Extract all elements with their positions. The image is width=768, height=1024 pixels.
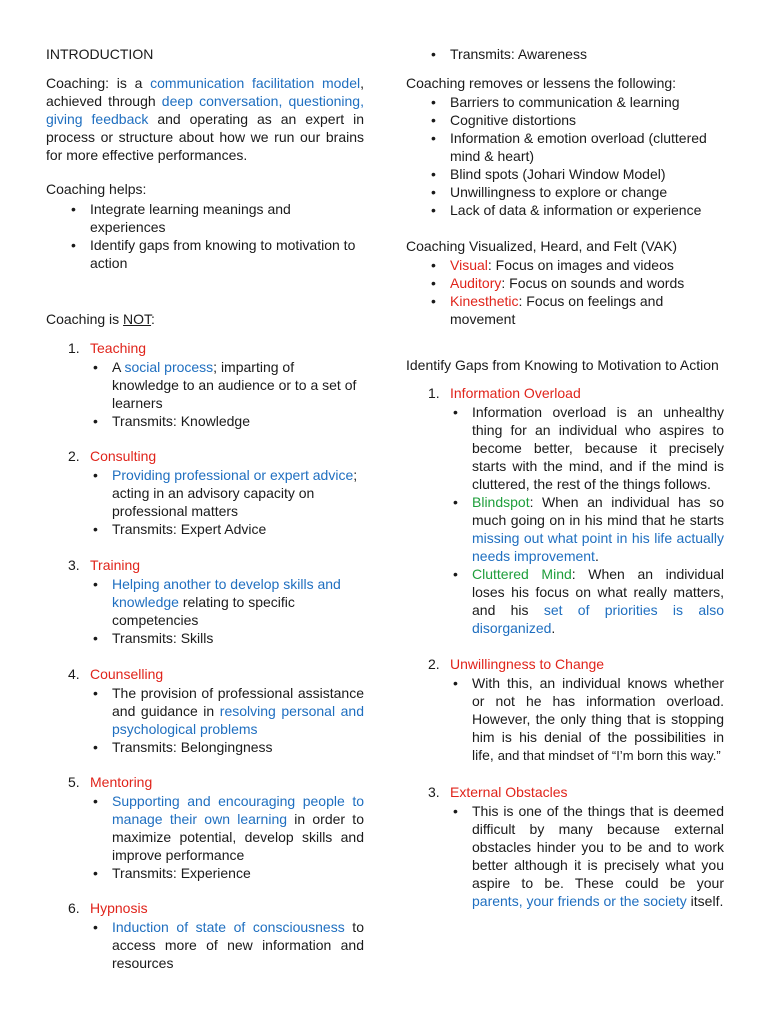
list-item: [90, 684, 364, 738]
item-number: 3.: [68, 557, 80, 573]
list-item: • Information overload is an unhealthy thing for an individual who aspires to become better, because it precisely starts with the mind, and if the mind is cluttered, the rest of the things follows.: [450, 403, 724, 493]
item-text: With this, an individual knows whether or not he has information overload. However, the only thing that is stopping him is his denial of the possibilities in life,: [472, 675, 724, 763]
list-item: • Transmits: Awareness: [426, 45, 724, 63]
item-bullets: [90, 358, 364, 430]
item-highlight: Supporting and encouraging people to manage their own learning: [112, 793, 364, 827]
continued-list: [426, 45, 724, 63]
list-item: [46, 899, 364, 972]
intro-paragraph: [46, 74, 364, 164]
item-number: 4.: [68, 666, 80, 682]
item-text: : When an individual loses his focus on what really matters, and his: [472, 566, 724, 618]
list-item: [46, 556, 364, 647]
item-title: Training: [90, 557, 141, 573]
item-title: Consulting: [90, 448, 157, 464]
list-item: [450, 493, 724, 565]
not-heading-text: :: [151, 311, 155, 327]
item-bullets: [450, 674, 724, 765]
item-title: Counselling: [90, 666, 164, 682]
intro-highlight: deep conversation, questioning, giving feedback: [46, 93, 364, 127]
list-item: • Unwillingness to explore or change: [426, 183, 724, 201]
list-item: [406, 384, 724, 637]
list-item: [46, 773, 364, 882]
item-title: Teaching: [90, 340, 147, 356]
list-item: • Transmits: Knowledge: [90, 412, 364, 430]
gaps-heading: Identify Gaps from Knowing to Motivation to Action: [406, 357, 719, 373]
item-highlight: missing out what point in his life actually needs improvement: [472, 530, 724, 564]
vak-term: Kinesthetic: [450, 293, 519, 309]
list-item: [46, 447, 364, 538]
right-column: [406, 45, 724, 910]
item-text: A: [112, 359, 125, 375]
item-text: and that mindset of “I’m born this way.”: [497, 748, 721, 763]
item-text: ; imparting of knowledge to an audience or to a set of learners: [112, 359, 357, 411]
list-item: [406, 783, 724, 910]
vak-desc: : Focus on feelings and movement: [450, 293, 664, 327]
not-heading: [46, 310, 364, 328]
list-item: • Integrate learning meanings and experiences: [66, 200, 364, 236]
item-number: 1.: [428, 385, 440, 401]
item-text: in order to maximize potential, develop skills and improve performance: [112, 811, 364, 863]
list-item: [46, 339, 364, 430]
item-highlight: Induction of state of consciousness: [112, 919, 345, 935]
item-title: Hypnosis: [90, 900, 148, 916]
item-bullets: [90, 684, 364, 756]
left-column: [46, 45, 364, 972]
item-highlight: parents, your friends or the society: [472, 893, 687, 909]
item-highlight: Providing professional or expert advice: [112, 467, 354, 483]
item-title: Information Overload: [450, 385, 581, 401]
item-title: Mentoring: [90, 774, 153, 790]
item-highlight: social process: [124, 359, 214, 375]
not-heading-emphasis: NOT: [123, 311, 152, 327]
list-item: • Barriers to communication & learning: [426, 93, 724, 111]
list-item: • Lack of data & information or experience: [426, 201, 724, 219]
item-highlight: set of priorities is also disorganized: [472, 602, 724, 636]
vak-desc: : Focus on images and videos: [487, 257, 674, 273]
list-item: • Cognitive distortions: [426, 111, 724, 129]
list-item: • Transmits: Expert Advice: [90, 520, 364, 538]
list-item: [426, 256, 724, 274]
list-item: [90, 792, 364, 864]
list-item: [90, 918, 364, 972]
intro-text: Coaching: is a: [46, 75, 151, 91]
list-item: • Identify gaps from knowing to motivation to action: [66, 236, 364, 272]
vak-list: [426, 256, 724, 328]
list-item: [426, 292, 724, 328]
item-text: itself.: [686, 893, 724, 909]
list-item: [90, 358, 364, 412]
item-bullets: [450, 403, 724, 637]
not-heading-text: Coaching is: [46, 311, 124, 327]
item-text: ; acting in an advisory capacity on professional matters: [112, 467, 358, 519]
list-item: • Information & emotion overload (cluttered mind & heart): [426, 129, 724, 165]
item-bullets: [90, 918, 364, 972]
vak-desc: : Focus on sounds and words: [501, 275, 685, 291]
intro-heading: INTRODUCTION: [46, 46, 154, 62]
item-bullets: [90, 792, 364, 882]
vak-term: Auditory: [450, 275, 502, 291]
list-item: [450, 565, 724, 637]
vak-heading: Coaching Visualized, Heard, and Felt (VAK): [406, 238, 678, 254]
list-item: [46, 665, 364, 756]
item-text: to access more of new information and resources: [112, 919, 364, 971]
item-bullets: [90, 575, 364, 647]
list-item: • Transmits: Belongingness: [90, 738, 364, 756]
item-highlight: Helping another to develop skills and knowledge: [112, 576, 341, 610]
removes-list: [426, 93, 724, 219]
item-number: 1.: [68, 340, 80, 356]
helps-list: [66, 200, 364, 272]
item-bullets: [450, 802, 724, 910]
intro-highlight: communication facilitation model: [150, 75, 361, 91]
item-title: External Obstacles: [450, 784, 568, 800]
intro-text: and operating as an expert in process or structure about how we run our brains for more effective performances.: [46, 111, 364, 163]
item-text: This is one of the things that is deemed difficult by many because external obstacles hinder you to be and to work better although it is precisely what you aspire to be. These could be your: [472, 803, 724, 891]
item-text: .: [551, 620, 556, 636]
item-number: 6.: [68, 900, 80, 916]
helps-heading: Coaching helps:: [46, 181, 147, 197]
term: Blindspot: [472, 494, 530, 510]
item-highlight: resolving personal and psychological problems: [112, 703, 364, 737]
item-text: : When an individual has so much going on in his mind that he starts: [472, 494, 724, 528]
intro-text: , achieved through: [46, 75, 365, 109]
item-text: relating to specific competencies: [112, 594, 295, 628]
item-number: 3.: [428, 784, 440, 800]
list-item: • Transmits: Experience: [90, 864, 364, 882]
item-number: 5.: [68, 774, 80, 790]
list-item: • Blind spots (Johari Window Model): [426, 165, 724, 183]
list-item: [426, 274, 724, 292]
removes-heading: Coaching removes or lessens the following:: [406, 75, 677, 91]
term: Cluttered Mind: [472, 566, 572, 582]
list-item: • Transmits: Skills: [90, 629, 364, 647]
list-item: [406, 655, 724, 765]
list-item: [90, 466, 364, 520]
list-item: [450, 802, 724, 910]
vak-term: Visual: [450, 257, 488, 273]
item-number: 2.: [68, 448, 80, 464]
item-text: .: [594, 548, 599, 564]
list-item: [90, 575, 364, 629]
item-number: 2.: [428, 656, 440, 672]
item-title: Unwillingness to Change: [450, 656, 605, 672]
item-text: The provision of professional assistance and guidance in: [112, 685, 364, 719]
item-bullets: [90, 466, 364, 538]
list-item: [450, 674, 724, 765]
